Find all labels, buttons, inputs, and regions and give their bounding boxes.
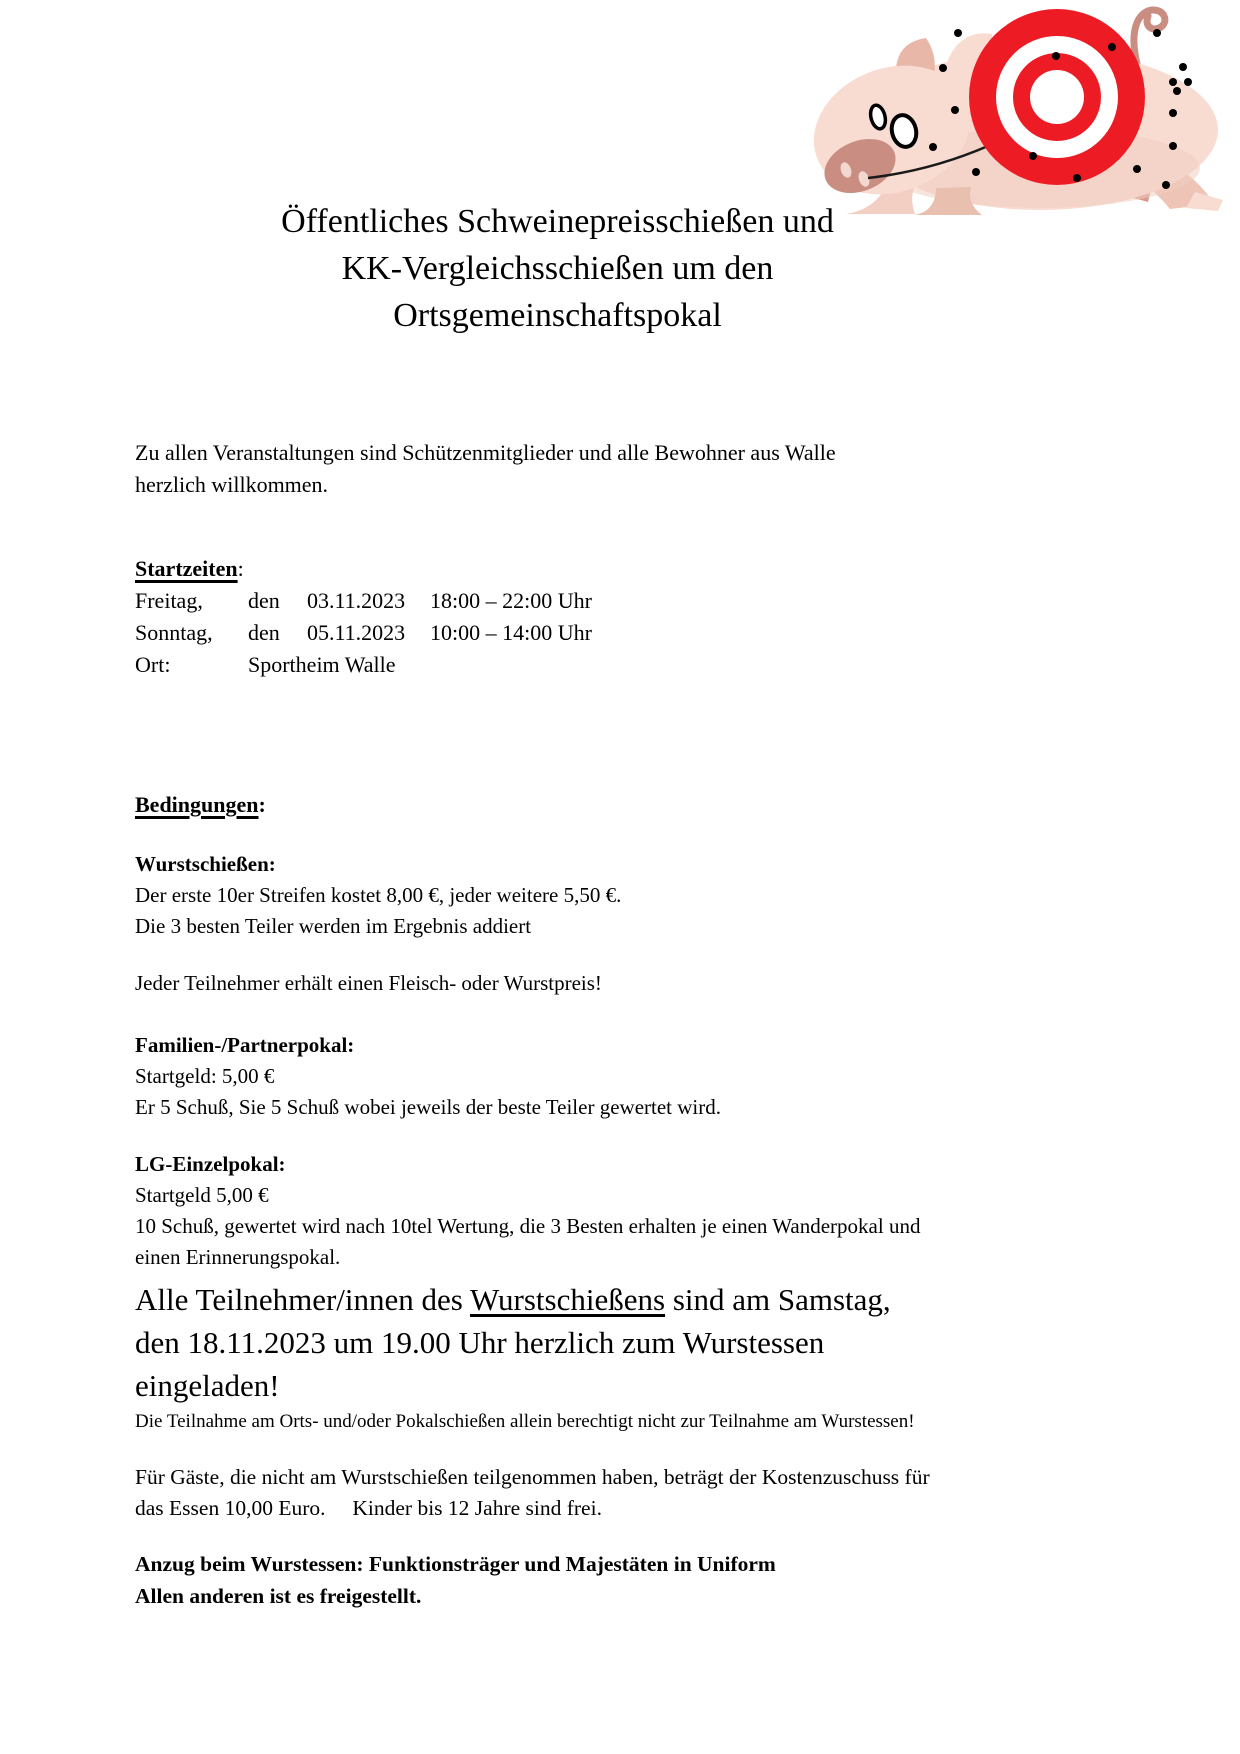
invitation-section [135, 1278, 1125, 1435]
wurstschiessen-section [135, 849, 621, 999]
familienpokal-line-2: Er 5 Schuß, Sie 5 Schuß wobei jeweils der beste Teiler gewertet wird. [135, 1095, 721, 1119]
intro-line-1: Zu allen Veranstaltungen sind Schützenmitglieder und alle Bewohner aus Walle [135, 440, 836, 465]
invitation-line-3: eingeladen! [135, 1368, 280, 1403]
startzeiten-heading-text: Startzeiten [135, 556, 238, 581]
invitation-underlined-word: Wurstschießens [470, 1282, 666, 1317]
familienpokal-heading: Familien-/Partnerpokal: [135, 1033, 355, 1057]
startzeiten-heading-colon: : [237, 556, 244, 581]
schedule-empty [396, 649, 519, 681]
invitation-line-2: den 18.11.2023 um 19.00 Uhr herzlich zum Wurstessen [135, 1325, 825, 1360]
wurstschiessen-line-2: Die 3 besten Teiler werden im Ergebnis addiert [135, 914, 532, 938]
schedule-den: den [248, 620, 280, 645]
intro-line-2: herzlich willkommen. [135, 472, 329, 497]
schedule-time: 18:00 – 22:00 Uhr [430, 588, 592, 613]
schedule-day: Sonntag, [135, 620, 213, 645]
anzug-line-2: Allen anderen ist es freigestellt. [135, 1584, 422, 1608]
bedingungen-heading [135, 790, 266, 820]
gaeste-paragraph [135, 1462, 1125, 1524]
lg-einzelpokal-section [135, 1149, 920, 1273]
lg-einzelpokal-line-2: 10 Schuß, gewertet wird nach 10tel Wertung, die 3 Besten erhalten je einen Wanderpokal und [135, 1214, 921, 1238]
schedule-row-friday [135, 585, 592, 617]
gaeste-line-1: Für Gäste, die nicht am Wurstschießen teilgenommen haben, beträgt der Kostenzuschuss für [135, 1465, 930, 1489]
schedule-location-value: Sportheim Walle [248, 652, 396, 677]
invitation-note: Die Teilnahme am Orts- und/oder Pokalschießen allein berechtigt nicht zur Teilnahme am Wurstessen! [135, 1411, 915, 1432]
bedingungen-heading-colon: : [258, 792, 266, 817]
schedule-location-label: Ort: [135, 652, 171, 677]
schedule-time: 10:00 – 14:00 Uhr [430, 620, 592, 645]
anzug-paragraph [135, 1548, 776, 1612]
familienpokal-line-1: Startgeld: 5,00 € [135, 1064, 275, 1088]
wurstschiessen-line-1: Der erste 10er Streifen kostet 8,00 €, jeder weitere 5,50 €. [135, 883, 622, 907]
startzeiten-section [135, 553, 592, 681]
familienpokal-section [135, 1030, 721, 1123]
lg-einzelpokal-line-1: Startgeld 5,00 € [135, 1183, 269, 1207]
bedingungen-heading-text: Bedingungen [135, 792, 259, 817]
gaeste-line-2: das Essen 10,00 Euro. Kinder bis 12 Jahre sind frei. [135, 1496, 602, 1520]
spacer [135, 942, 621, 968]
target-center [1030, 70, 1084, 124]
invitation-line-1-prefix: Alle Teilnehmer/innen des [135, 1282, 471, 1317]
title-line-1: Öffentliches Schweinepreisschießen und [281, 203, 834, 240]
pig-tail-icon [1134, 10, 1165, 68]
pig-target-image [740, 0, 1240, 215]
title-line-2: KK-Vergleichsschießen um den [341, 250, 774, 287]
startzeiten-heading [135, 553, 592, 585]
schedule-day: Freitag, [135, 588, 203, 613]
document-title [135, 198, 980, 339]
lg-einzelpokal-heading: LG-Einzelpokal: [135, 1152, 286, 1176]
invitation-line-1-suffix: sind am Samstag, [665, 1282, 891, 1317]
title-line-3: Ortsgemeinschaftspokal [393, 297, 722, 334]
invitation-line-1 [135, 1278, 1125, 1321]
lg-einzelpokal-line-3: einen Erinnerungspokal. [135, 1245, 341, 1269]
schedule-den: den [248, 588, 280, 613]
bullseye-target-icon [969, 9, 1145, 185]
schedule-date: 05.11.2023 [307, 620, 406, 645]
schedule-row-location [135, 649, 592, 681]
schedule-date: 03.11.2023 [307, 588, 406, 613]
schedule-row-sunday [135, 617, 592, 649]
intro-paragraph [135, 437, 836, 501]
anzug-line-1: Anzug beim Wurstessen: Funktionsträger und Majestäten in Uniform [135, 1552, 776, 1576]
wurstschiessen-line-3: Jeder Teilnehmer erhält einen Fleisch- oder Wurstpreis! [135, 971, 602, 995]
wurstschiessen-heading: Wurstschießen: [135, 852, 276, 876]
pig-target-graphic [740, 0, 1240, 215]
